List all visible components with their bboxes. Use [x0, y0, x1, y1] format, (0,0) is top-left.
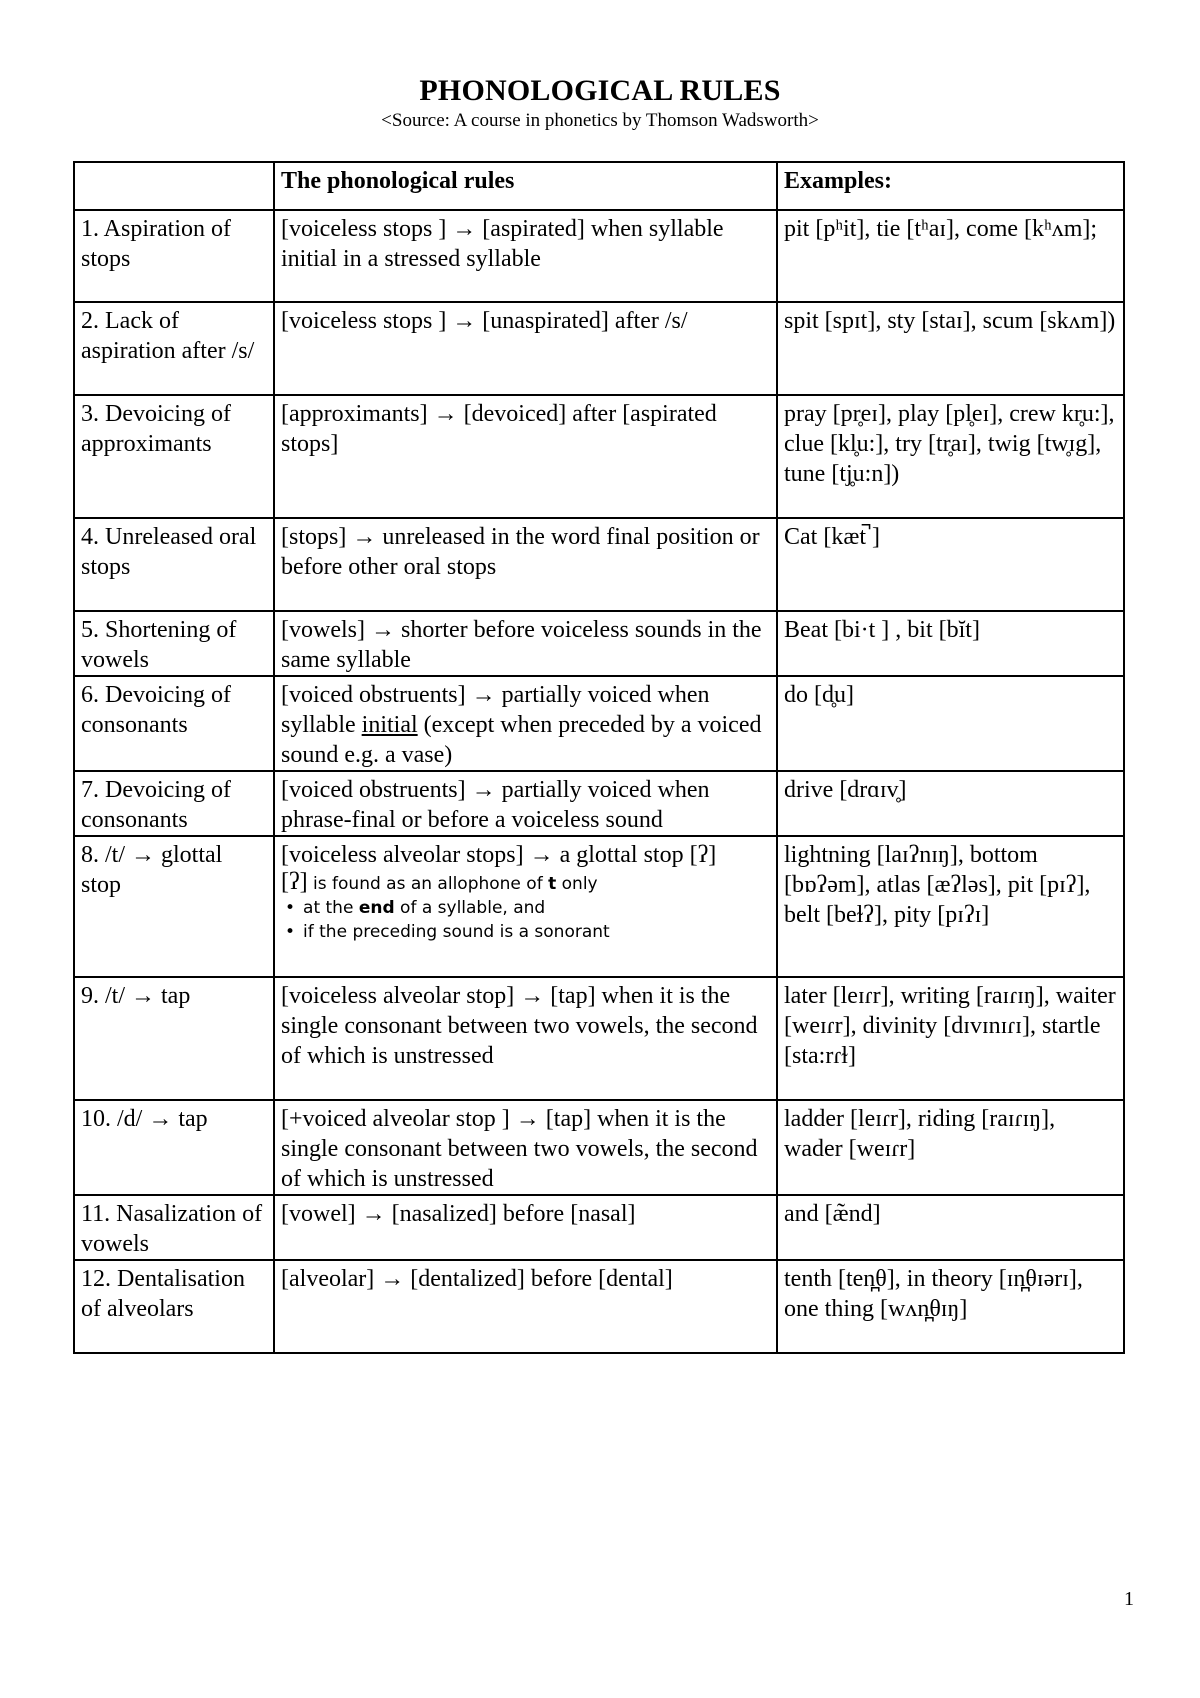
- table-row: [74, 210, 1124, 302]
- table-row: [74, 611, 1124, 676]
- rule-text: [voiceless alveolar stops] → a glottal stop [ʔ]: [281, 842, 717, 868]
- rule-name-cell: 8. /t/ → glottal stop: [74, 836, 274, 977]
- rule-name-cell: 11. Nasalization of vowels: [74, 1195, 274, 1260]
- rule-text-cell: [voiceless alveolar stop] → [tap] when it is the single consonant between two vowels, the second of which is unstressed: [274, 977, 777, 1100]
- rule-name-cell: 2. Lack of aspiration after /s/: [74, 302, 274, 395]
- table-row: [74, 977, 1124, 1100]
- note-text: of a syllable, and: [394, 898, 546, 918]
- table-row: [74, 1260, 1124, 1353]
- rule-text-cell: [approximants] → [devoiced] after [aspirated stops]: [274, 395, 777, 518]
- table-row: [74, 771, 1124, 836]
- table-row: [74, 302, 1124, 395]
- rule-text-cell: [voiceless stops ] → [unaspirated] after /s/: [274, 302, 777, 395]
- glottal-note: [281, 870, 771, 944]
- header-cell-examples: Examples:: [777, 162, 1124, 210]
- rule-text-part: [voiced obstruents] → partially voiced when syllable: [281, 682, 710, 738]
- rule-name-cell: 1. Aspiration of stops: [74, 210, 274, 302]
- rule-name-cell: 5. Shortening of vowels: [74, 611, 274, 676]
- note-t: t: [548, 874, 557, 894]
- rule-name-cell: 4. Unreleased oral stops: [74, 518, 274, 611]
- rule-text-part: (except when preceded by a voiced sound e.g. a vase): [281, 712, 762, 768]
- page-title: PHONOLOGICAL RULES: [419, 74, 781, 107]
- note-intro: [281, 870, 771, 896]
- examples-cell: later [leɪɾr], writing [raɪɾɪŋ], waiter [weɪɾr], divinity [dɪvɪnɪɾɪ], startle [sta:rɾɫ]: [777, 977, 1124, 1100]
- rule-name-cell: 12. Dentalisation of alveolars: [74, 1260, 274, 1353]
- rule-text-cell: [vowel] → [nasalized] before [nasal]: [274, 1195, 777, 1260]
- table-row: [74, 1100, 1124, 1195]
- rule-name-cell: 3. Devoicing of approximants: [74, 395, 274, 518]
- rules-table: [73, 161, 1125, 1354]
- note-symbol: [ʔ]: [281, 869, 308, 895]
- table-row: [74, 1195, 1124, 1260]
- note-text: is found as an allophone of: [307, 874, 549, 894]
- rule-text-cell: [274, 836, 777, 977]
- examples-cell: and [æ̃nd]: [777, 1195, 1124, 1260]
- examples-cell: tenth [ten̪θ], in theory [ɪn̪θɪərɪ], one thing [wʌn̪θɪŋ]: [777, 1260, 1124, 1353]
- page-number: 1: [1124, 1588, 1134, 1610]
- examples-cell: pray [pr̥eɪ], play [pl̥eɪ], crew kr̥u:], clue [kl̥u:], try [tr̥aɪ], twig [tw̥ɪg], tune [tj̥u:n]): [777, 395, 1124, 518]
- examples-cell: pit [pʰit], tie [tʰaɪ], come [kʰʌm];: [777, 210, 1124, 302]
- table-header-row: [74, 162, 1124, 210]
- rule-name-cell: 10. /d/ → tap: [74, 1100, 274, 1195]
- header-cell-blank: [74, 162, 274, 210]
- note-text: at the: [303, 898, 359, 918]
- rule-name-cell: 6. Devoicing of consonants: [74, 676, 274, 771]
- examples-cell: lightning [laɪʔnɪŋ], bottom [bɒʔəm], atlas [æʔləs], pit [pɪʔ], belt [beɫʔ], pity [pɪʔɪ]: [777, 836, 1124, 977]
- rule-text-cell: [+voiced alveolar stop ] → [tap] when it is the single consonant between two vowels, the second of which is unstressed: [274, 1100, 777, 1195]
- rule-name-cell: 9. /t/ → tap: [74, 977, 274, 1100]
- table-row: [74, 518, 1124, 611]
- rule-text-cell: [voiced obstruents] → partially voiced when phrase-final or before a voiceless sound: [274, 771, 777, 836]
- rule-text-cell: [voiceless stops ] → [aspirated] when syllable initial in a stressed syllable: [274, 210, 777, 302]
- table-row: [74, 395, 1124, 518]
- table-row: [74, 836, 1124, 977]
- examples-cell: ladder [leɪɾr], riding [raɪɾɪŋ], wader [weɪɾr]: [777, 1100, 1124, 1195]
- rule-text-cell: [vowels] → shorter before voiceless sounds in the same syllable: [274, 611, 777, 676]
- examples-cell: drive [drɑɪv̥]: [777, 771, 1124, 836]
- rule-text-underlined: initial: [361, 712, 418, 738]
- note-list: [281, 896, 771, 944]
- note-end: end: [358, 898, 395, 918]
- examples-cell: do [d̥u]: [777, 676, 1124, 771]
- source-line: <Source: A course in phonetics by Thomson Wadsworth>: [381, 110, 819, 131]
- note-bullet: • if the preceding sound is a sonorant: [285, 920, 771, 944]
- header-cell-rules: The phonological rules: [274, 162, 777, 210]
- rule-text-cell: [274, 676, 777, 771]
- note-text: only: [556, 874, 598, 894]
- rule-text-cell: [stops] → unreleased in the word final position or before other oral stops: [274, 518, 777, 611]
- rule-name-cell: 7. Devoicing of consonants: [74, 771, 274, 836]
- note-bullet: [285, 896, 771, 920]
- examples-cell: spit [spɪt], sty [staɪ], scum [skʌm]): [777, 302, 1124, 395]
- rule-text-cell: [alveolar] → [dentalized] before [dental]: [274, 1260, 777, 1353]
- table-row: [74, 676, 1124, 771]
- examples-cell: Cat [kæt̚ ]: [777, 518, 1124, 611]
- examples-cell: Beat [bi·t ] , bit [bĭt]: [777, 611, 1124, 676]
